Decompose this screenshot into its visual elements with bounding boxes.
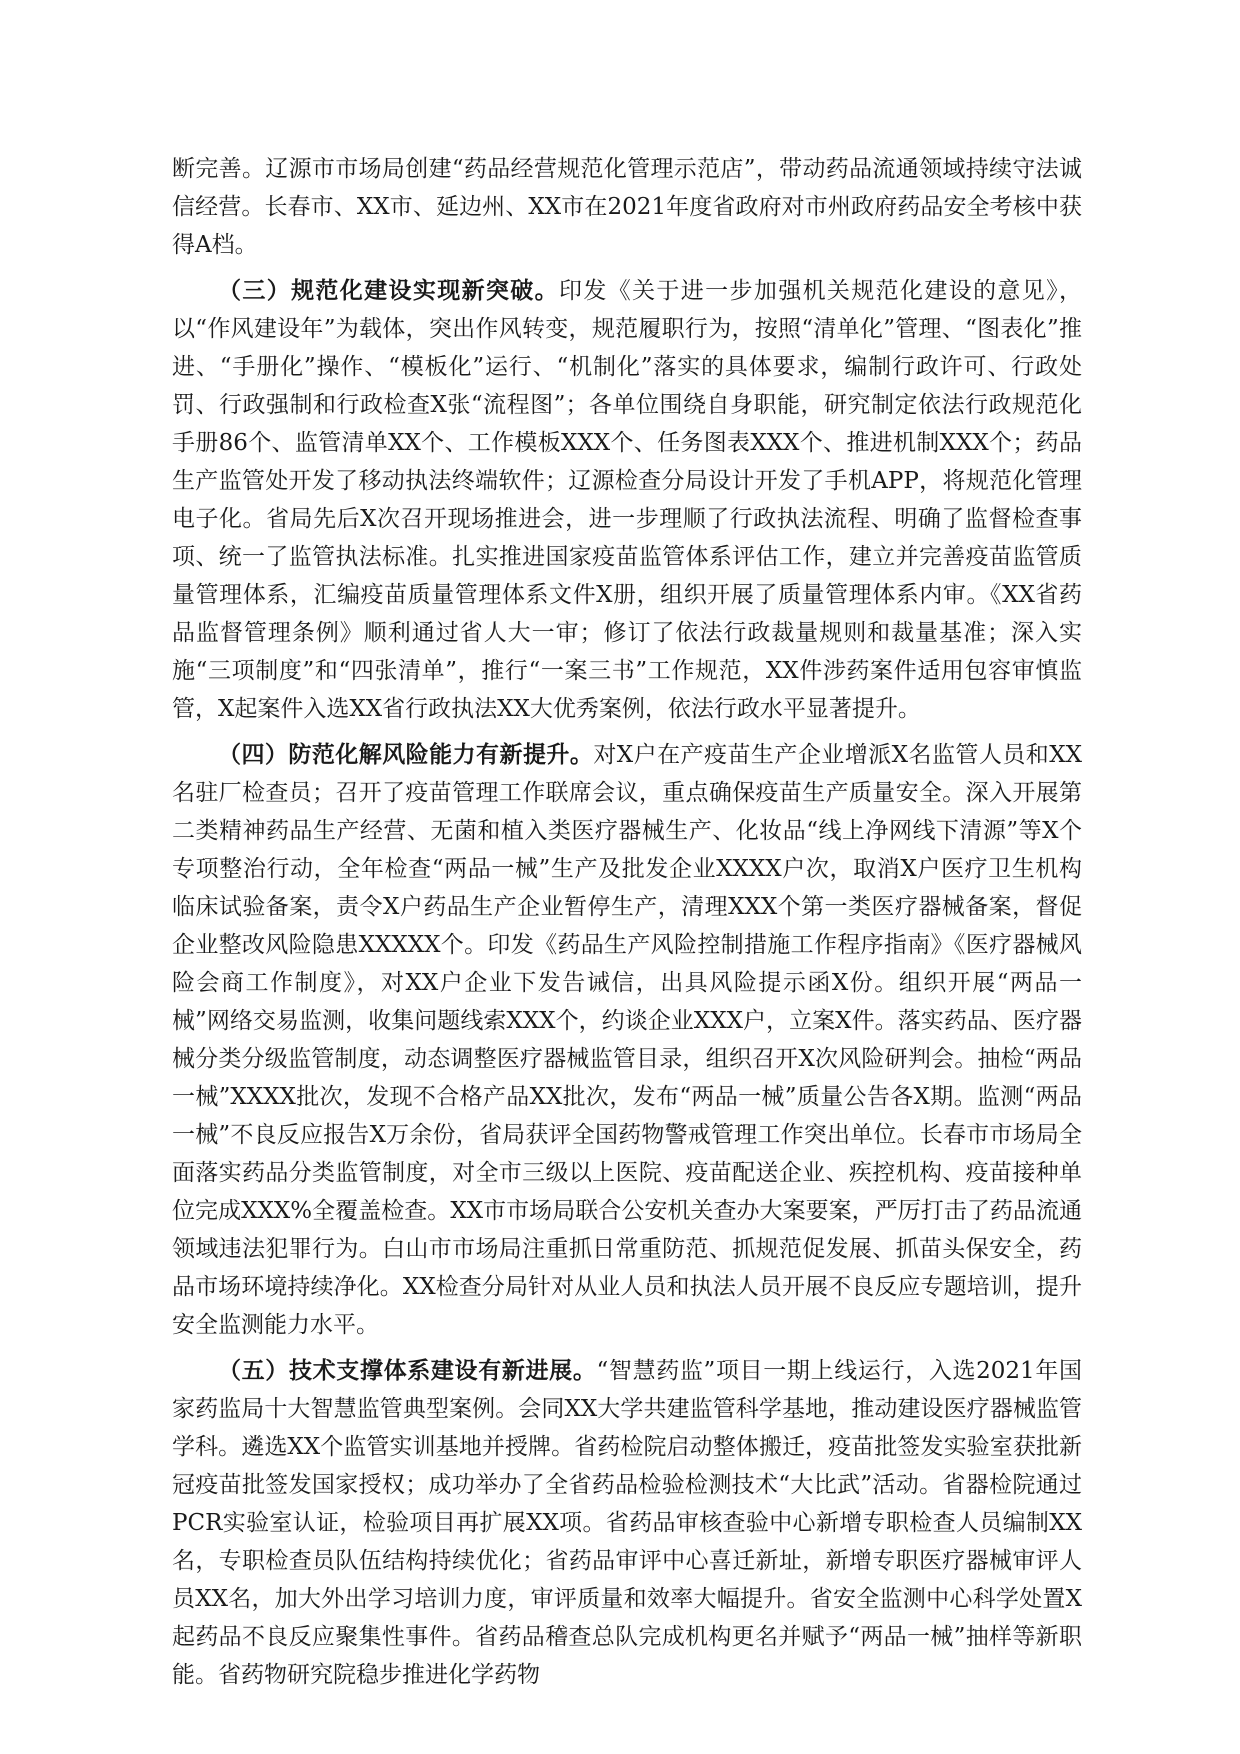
section-heading: （三）规范化建设实现新突破。 bbox=[218, 277, 559, 304]
section-heading: （五）技术支撑体系建设有新进展。 bbox=[218, 1357, 597, 1384]
paragraph-text: “智慧药监”项目一期上线运行，入选2021年国家药监局十大智慧监管典型案例。会同XX大学共建监管科学基地，推动建设医疗器械监管学科。遴选XX个监管实训基地并授牌。省药检院启动整体搬迁，疫苗批签发实验室获批新冠疫苗批签发国家授权；成功举办了全省药品检验检测技术“大比武”活动。省器检院通过PCR实验室认证，检验项目再扩展XX项。省药品审核查验中心新增专职检查人员编制XX名，专职检查员队伍结构持续优化；省药品审评中心喜迁新址，新增专职医疗器械审评人员XX名，加大外出学习培训力度，审评质量和效率大幅提升。省安全监测中心科学处置X起药品不良反应聚集性事件。省药品稽查总队完成机构更名并赋予“两品一械”抽样等新职能。省药物研究院稳步推进化学药物 bbox=[172, 1358, 1083, 1688]
paragraph-continuation bbox=[172, 150, 1082, 264]
paragraph-text: 对X户在产疫苗生产企业增派X名监管人员和XX名驻厂检查员；召开了疫苗管理工作联席会议，重点确保疫苗生产质量安全。深入开展第二类精神药品生产经营、无菌和植入类医疗器械生产、化妆品“线上净网线下清源”等X个专项整治行动，全年检查“两品一械”生产及批发企业XXXX户次，取消X户医疗卫生机构临床试验备案，责令X户药品生产企业暂停生产，清理XXX个第一类医疗器械备案，督促企业整改风险隐患XXXXX个。印发《药品生产风险控制措施工作程序指南》《医疗器械风险会商工作制度》，对XX户企业下发告诫信，出具风险提示函X份。组织开展“两品一械”网络交易监测，收集问题线索XXX个，约谈企业XXX户，立案X件。落实药品、医疗器械分类分级监管制度，动态调整医疗器械监管目录，组织召开X次风险研判会。抽检“两品一械”XXXX批次，发现不合格产品XX批次，发布“两品一械”质量公告各X期。监测“两品一械”不良反应报告X万余份，省局获评全国药物警戒管理工作突出单位。长春市市场局全面落实药品分类监管制度，对全市三级以上医院、疫苗配送企业、疾控机构、疫苗接种单位完成XXX%全覆盖检查。XX市市场局联合公安机关查办大案要案，严厉打击了药品流通领域违法犯罪行为。白山市市场局注重抓日常重防范、抓规范促发展、抓苗头保安全，药品市场环境持续净化。XX检查分局针对从业人员和执法人员开展不良反应专题培训，提升安全监测能力水平。 bbox=[172, 742, 1083, 1338]
document-page bbox=[172, 150, 1082, 1702]
paragraph-text: 断完善。辽源市市场局创建“药品经营规范化管理示范店”，带动药品流通领域持续守法诚信经营。长春市、XX市、延边州、XX市在2021年度省政府对市州政府药品安全考核中获得A档。 bbox=[172, 156, 1082, 258]
paragraph-section-5 bbox=[172, 1352, 1082, 1694]
paragraph-text: 印发《关于进一步加强机关规范化建设的意见》，以“作风建设年”为载体，突出作风转变，规范履职行为，按照“清单化”管理、“图表化”推进、“手册化”操作、“模板化”运行、“机制化”落实的具体要求，编制行政许可、行政处罚、行政强制和行政检查X张“流程图”；各单位围绕自身职能，研究制定依法行政规范化手册86个、监管清单XX个、工作模板XXX个、任务图表XXX个、推进机制XXX个；药品生产监管处开发了移动执法终端软件；辽源检查分局设计开发了手机APP，将规范化管理电子化。省局先后X次召开现场推进会，进一步理顺了行政执法流程、明确了监督检查事项、统一了监管执法标准。扎实推进国家疫苗监管体系评估工作，建立并完善疫苗监管质量管理体系，汇编疫苗质量管理体系文件X册，组织开展了质量管理体系内审。《XX省药品监督管理条例》顺利通过省人大一审；修订了依法行政裁量规则和裁量基准；深入实施“三项制度”和“四张清单”，推行“一案三书”工作规范，XX件涉药案件适用包容审慎监管，X起案件入选XX省行政执法XX大优秀案例，依法行政水平显著提升。 bbox=[172, 278, 1083, 722]
section-heading: （四）防范化解风险能力有新提升。 bbox=[218, 741, 594, 768]
paragraph-section-4 bbox=[172, 736, 1082, 1344]
paragraph-section-3 bbox=[172, 272, 1082, 728]
